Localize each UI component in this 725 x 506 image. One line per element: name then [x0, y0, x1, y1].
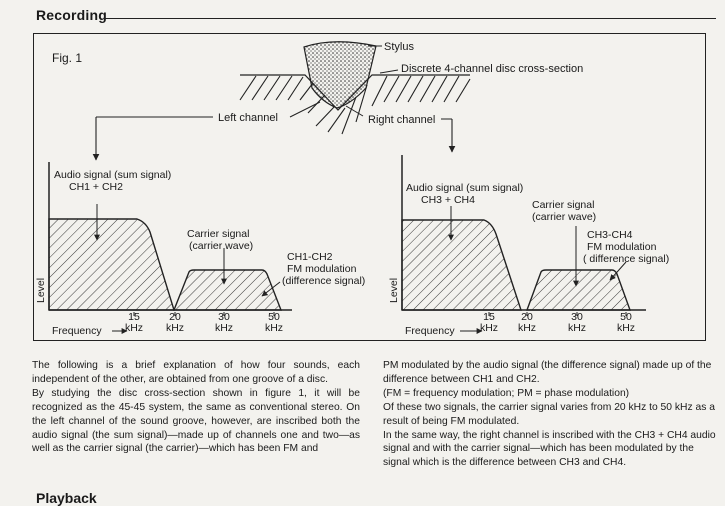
left-audio-title: Audio signal (sum signal) [54, 169, 172, 181]
right-x-axis-label: Frequency [405, 325, 455, 337]
text-paragraph: Of these two signals, the carrier signal varies from 20 kHz to 50 kHz as a result of being FM modulated. [383, 401, 715, 427]
right-fm-subtitle: ( difference signal) [583, 253, 670, 265]
right-tick-15: 15 [483, 311, 495, 323]
right-tick-20-unit: kHz [517, 322, 537, 334]
stylus-shape [304, 42, 376, 108]
left-tick-15: 15 [128, 311, 140, 323]
next-section-title: Playback [36, 490, 97, 506]
right-channel-label: Right channel [368, 114, 436, 126]
left-audio-band [49, 219, 174, 310]
left-tick-30-unit: kHz [214, 322, 234, 334]
left-tick-20-unit: kHz [165, 322, 185, 334]
stylus-label: Stylus [384, 41, 414, 53]
text-column-left [32, 359, 360, 456]
right-fm-channels: CH3-CH4 [587, 229, 633, 241]
right-tick-50: 50 [620, 311, 632, 323]
left-tick-15-unit: kHz [124, 322, 144, 334]
section-title: Recording [36, 7, 108, 23]
left-fm-channels: CH1-CH2 [287, 251, 333, 263]
right-fm-title: FM modulation [587, 241, 657, 253]
text-paragraph: (FM = frequency modulation; PM = phase modulation) [383, 387, 630, 399]
text-paragraph: The following is a brief explanation of how four sounds, each independent of the other, are obtained from one groove of a disc. [32, 360, 360, 385]
figure-label: Fig. 1 [52, 51, 83, 65]
left-tick-50-unit: kHz [264, 322, 284, 334]
right-audio-title: Audio signal (sum signal) [406, 182, 524, 194]
right-carrier-subtitle: (carrier wave) [532, 211, 597, 223]
text-column-right [383, 359, 716, 470]
text-paragraph: PM modulated by the audio signal (the difference signal) made up of the difference between CH1 and CH2. [383, 360, 712, 385]
left-x-axis-label: Frequency [52, 325, 102, 337]
right-channel-pointer [346, 106, 452, 152]
left-y-axis-label: Level [35, 277, 47, 303]
left-tick-30: 30 [218, 311, 230, 323]
left-fm-subtitle: (difference signal) [282, 275, 366, 287]
right-tick-30-unit: kHz [567, 322, 587, 334]
right-tick-15-unit: kHz [479, 322, 499, 334]
left-channel-pointer [96, 102, 320, 160]
right-y-axis-label: Level [388, 277, 400, 303]
left-tick-20: 20 [169, 311, 181, 323]
right-tick-30: 30 [571, 311, 583, 323]
left-fm-title: FM modulation [287, 263, 357, 275]
right-tick-50-unit: kHz [616, 322, 636, 334]
text-paragraph: By studying the disc cross-section shown in figure 1, it will be recognized as the 45-45 system, the same as conventional stereo. On the left channel of the sound groove, however, are inscribed both the audio signal (the sum signal)—made up of channels one and two—as well as the carrier signal (the carrier)—which has been FM and [32, 387, 360, 455]
cross-section-label: Discrete 4-channel disc cross-section [401, 63, 584, 75]
left-audio-channels: CH1 + CH2 [69, 181, 123, 193]
right-tick-20: 20 [521, 311, 533, 323]
left-carrier-band [174, 270, 281, 310]
left-carrier-title: Carrier signal [187, 228, 250, 240]
text-paragraph: In the same way, the right channel is inscribed with the CH3 + CH4 audio signal and with the carrier signal—which has been modulated by the signal which is the difference between CH3 and CH4. [383, 429, 716, 469]
right-carrier-band [527, 270, 630, 310]
right-audio-band [402, 220, 521, 310]
right-audio-channels: CH3 + CH4 [421, 194, 475, 206]
right-carrier-title: Carrier signal [532, 199, 595, 211]
left-carrier-subtitle: (carrier wave) [189, 240, 254, 252]
left-tick-50: 50 [268, 311, 280, 323]
left-channel-label: Left channel [218, 112, 278, 124]
